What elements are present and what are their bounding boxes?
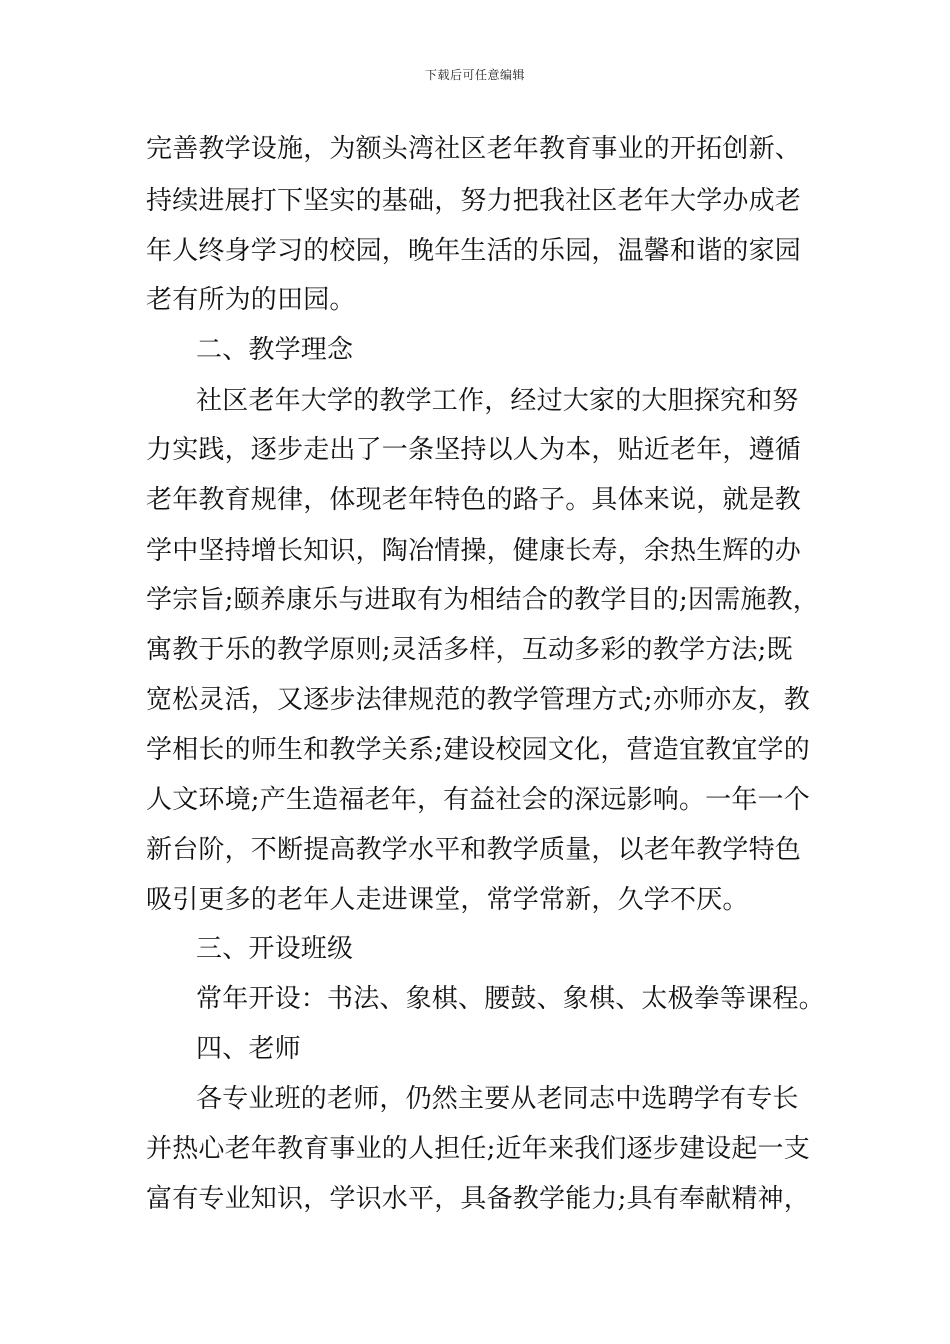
page-header: 下载后可任意编辑	[424, 68, 525, 82]
body-line: 老有所为的田园。	[146, 285, 356, 315]
body-line: 完善教学设施，为额头湾社区老年教育事业的开拓创新、	[146, 134, 802, 164]
body-line: 常年开设：书法、象棋、腰鼓、象棋、太极拳等课程。	[196, 984, 825, 1014]
body-line: 力实践，逐步走出了一条坚持以人为本，贴近老年，遵循	[146, 435, 802, 465]
body-line: 并热心老年教育事业的人担任;近年来我们逐步建设起一支	[146, 1134, 810, 1164]
body-line: 寓教于乐的教学原则;灵活多样，互动多彩的教学方法;既	[146, 635, 793, 665]
body-line: 学中坚持增长知识，陶冶情操，健康长寿，余热生辉的办	[146, 536, 802, 566]
section-heading: 三、开设班级	[196, 934, 354, 964]
body-line: 学宗旨;颐养康乐与进取有为相结合的教学目的;因需施教，	[146, 585, 819, 615]
section-heading: 四、老师	[196, 1034, 301, 1064]
section-heading: 二、教学理念	[196, 335, 354, 365]
body-line: 吸引更多的老年人走进课堂，常学常新，久学不厌。	[146, 885, 749, 915]
body-line: 年人终身学习的校园，晚年生活的乐园，温馨和谐的家园	[146, 236, 802, 266]
body-line: 各专业班的老师，仍然主要从老同志中选聘学有专长	[196, 1084, 799, 1114]
body-line: 社区老年大学的教学工作，经过大家的大胆探究和努	[196, 386, 799, 416]
body-line: 老年教育规律，体现老年特色的路子。具体来说，就是教	[146, 485, 802, 515]
body-line: 宽松灵活，又逐步法律规范的教学管理方式;亦师亦友，教	[146, 685, 810, 715]
body-line: 持续进展打下坚实的基础，努力把我社区老年大学办成老	[146, 186, 802, 216]
body-line: 人文环境;产生造福老年，有益社会的深远影响。一年一个	[146, 785, 810, 815]
body-line: 富有专业知识，学识水平，具备教学能力;具有奉献精神，	[146, 1184, 810, 1214]
body-line: 新台阶，不断提高教学水平和教学质量，以老年教学特色	[146, 835, 802, 865]
body-line: 学相长的师生和教学关系;建设校园文化，营造宜教宜学的	[146, 735, 810, 765]
